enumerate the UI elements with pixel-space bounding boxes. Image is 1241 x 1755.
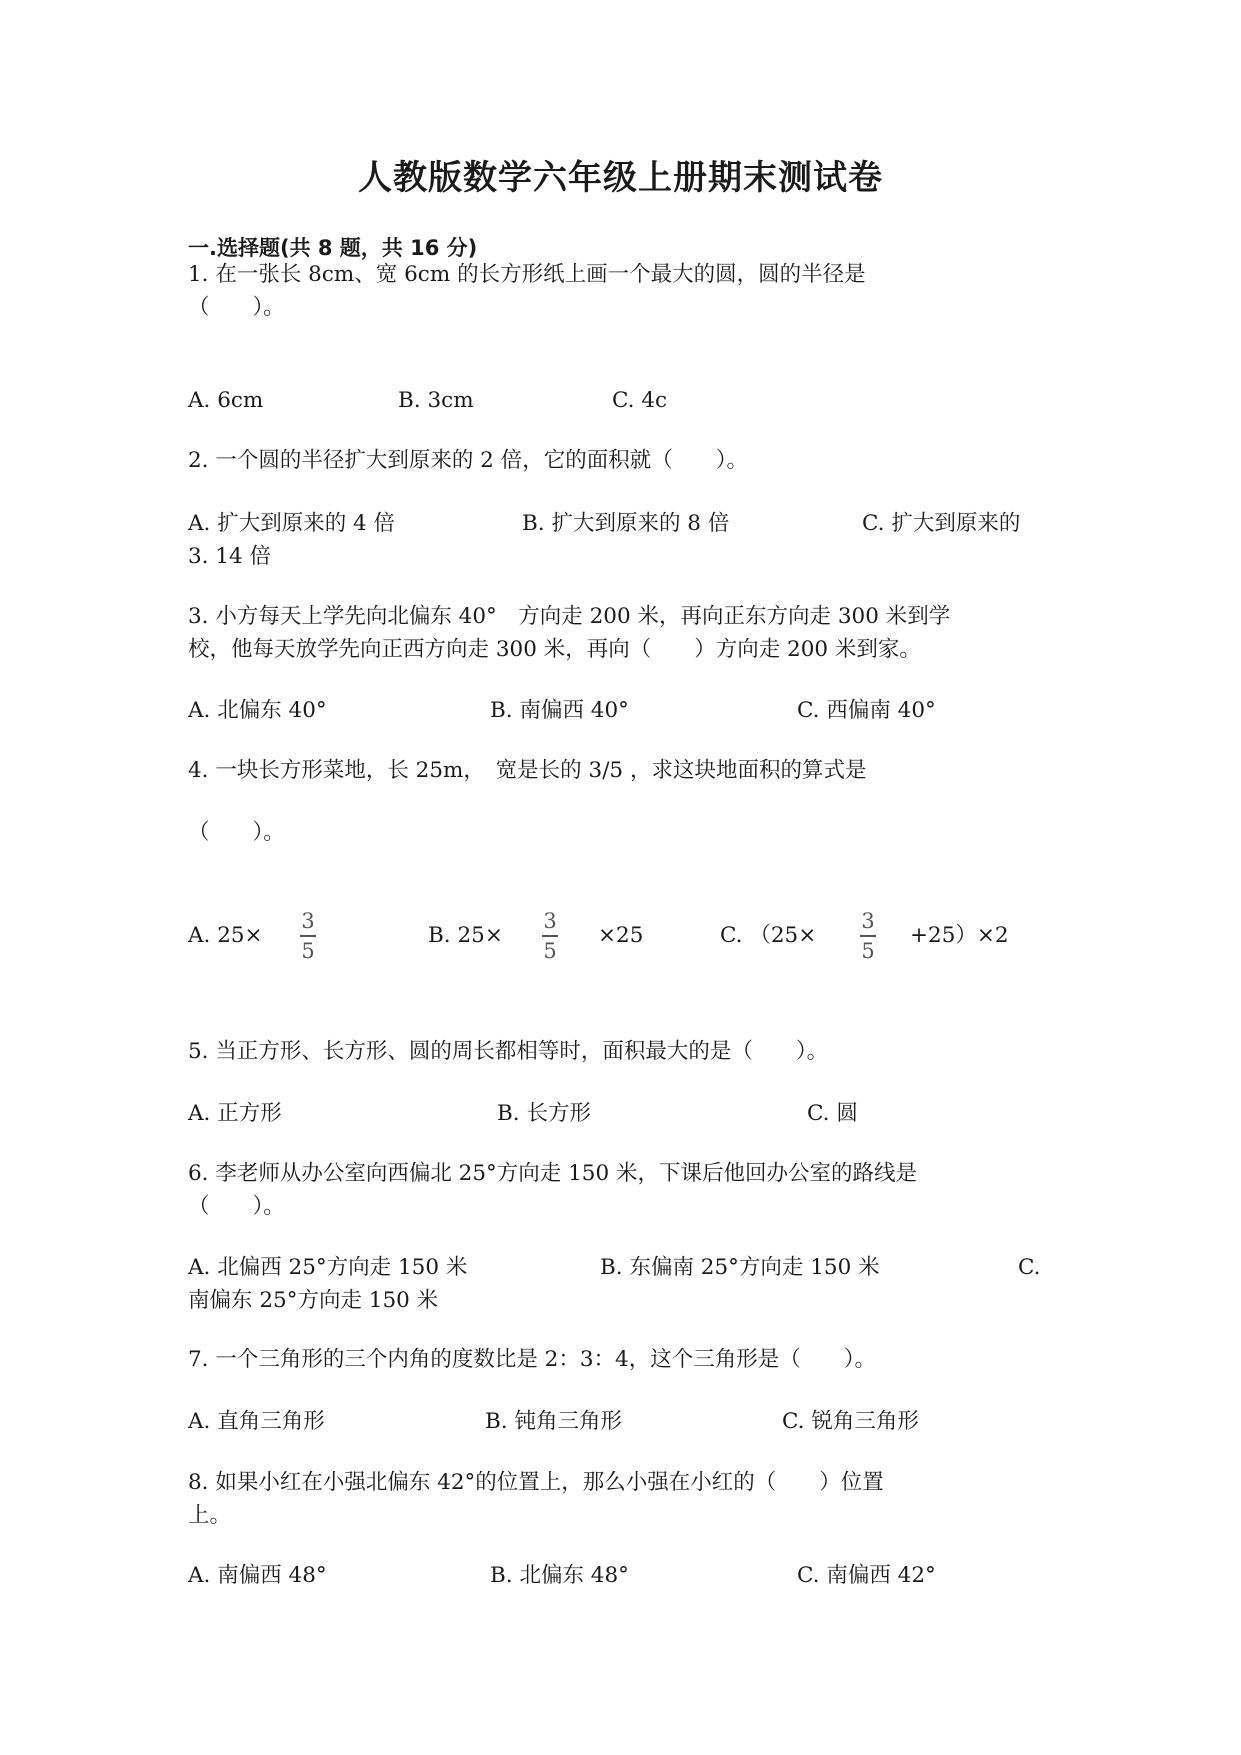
question-4-continued <box>188 816 1068 849</box>
fraction-numerator: 3 <box>861 909 875 933</box>
question-text: 3. 小方每天上学先向北偏东 40° 方向走 200 米，再向正东方向走 300 米到学 <box>188 604 951 629</box>
option-a: A. 扩大到原来的 4 倍 <box>188 511 396 536</box>
option-b: B. 长方形 <box>497 1101 591 1126</box>
question-8 <box>188 1466 1068 1532</box>
option-c-continued: 3. 14 倍 <box>188 544 272 569</box>
question-text: 4. 一块长方形菜地，长 25m， 宽是长的 3/5 ，求这块地面积的算式是 <box>188 758 867 783</box>
question-text: （ ）。 <box>188 1194 285 1219</box>
fraction-denominator: 5 <box>301 938 315 963</box>
fraction-three-fifths <box>860 909 876 963</box>
option-b: B. 东偏南 25°方向走 150 米 <box>600 1255 880 1280</box>
option-c: C. 锐角三角形 <box>782 1409 919 1434</box>
option-c: C. （25× <box>720 923 817 948</box>
question-text: （ ）。 <box>188 295 285 320</box>
page-title: 人教版数学六年级上册期末测试卷 <box>358 158 883 198</box>
question-text: 校，他每天放学先向正西方向走 300 米，再向（ ）方向走 200 米到家。 <box>188 637 921 662</box>
question-text: 上。 <box>188 1503 232 1528</box>
option-b: B. 25× <box>428 923 503 948</box>
question-text: 7. 一个三角形的三个内角的度数比是 2：3：4，这个三角形是（ ）。 <box>188 1347 876 1372</box>
option-a: A. 北偏西 25°方向走 150 米 <box>188 1255 468 1280</box>
fraction-bar <box>300 935 316 937</box>
option-c: C. 扩大到原来的 <box>862 511 1021 536</box>
option-c-suffix: +25）×2 <box>910 923 1009 948</box>
option-c: C. 4c <box>612 388 668 413</box>
fraction-bar <box>860 935 876 937</box>
option-c: C. 南偏西 42° <box>797 1563 936 1588</box>
question-text: 8. 如果小红在小强北偏东 42°的位置上，那么小强在小红的（ ）位置 <box>188 1470 884 1495</box>
option-b: B. 3cm <box>398 388 474 413</box>
option-c: C. 圆 <box>807 1101 858 1126</box>
option-b: B. 钝角三角形 <box>485 1409 622 1434</box>
question-text: 2. 一个圆的半径扩大到原来的 2 倍，它的面积就（ ）。 <box>188 448 748 473</box>
question-text: 5. 当正方形、长方形、圆的周长都相等时，面积最大的是（ ）。 <box>188 1039 829 1064</box>
option-a: A. 南偏西 48° <box>188 1563 327 1588</box>
option-a: A. 直角三角形 <box>188 1409 325 1434</box>
question-text: 6. 李老师从办公室向西偏北 25°方向走 150 米，下课后他回办公室的路线是 <box>188 1161 917 1186</box>
option-c: C. <box>1018 1255 1041 1280</box>
option-b-suffix: ×25 <box>598 923 644 948</box>
question-5 <box>188 1035 1068 1068</box>
fraction-denominator: 5 <box>861 938 875 963</box>
option-a: A. 北偏东 40° <box>188 698 327 723</box>
question-7 <box>188 1343 1068 1376</box>
question-text: （ ）。 <box>188 820 285 845</box>
question-6 <box>188 1157 1068 1223</box>
option-b: B. 南偏西 40° <box>490 698 629 723</box>
option-b: B. 扩大到原来的 8 倍 <box>522 511 730 536</box>
option-b: B. 北偏东 48° <box>490 1563 629 1588</box>
question-3 <box>188 600 1068 666</box>
question-4 <box>188 754 1068 787</box>
question-text: 1. 在一张长 8cm、宽 6cm 的长方形纸上画一个最大的圆，圆的半径是 <box>188 262 866 287</box>
fraction-denominator: 5 <box>543 938 557 963</box>
option-a: A. 6cm <box>188 388 264 413</box>
fraction-three-fifths <box>542 909 558 963</box>
section-heading: 一.选择题(共 8 题，共 16 分) <box>188 236 478 260</box>
question-1 <box>188 258 1068 324</box>
option-c: C. 西偏南 40° <box>797 698 936 723</box>
fraction-numerator: 3 <box>301 909 315 933</box>
option-a: A. 正方形 <box>188 1101 282 1126</box>
fraction-three-fifths <box>300 909 316 963</box>
fraction-numerator: 3 <box>543 909 557 933</box>
option-c-continued: 南偏东 25°方向走 150 米 <box>188 1288 439 1313</box>
question-2 <box>188 444 1068 477</box>
fraction-bar <box>542 935 558 937</box>
option-a: A. 25× <box>188 923 263 948</box>
